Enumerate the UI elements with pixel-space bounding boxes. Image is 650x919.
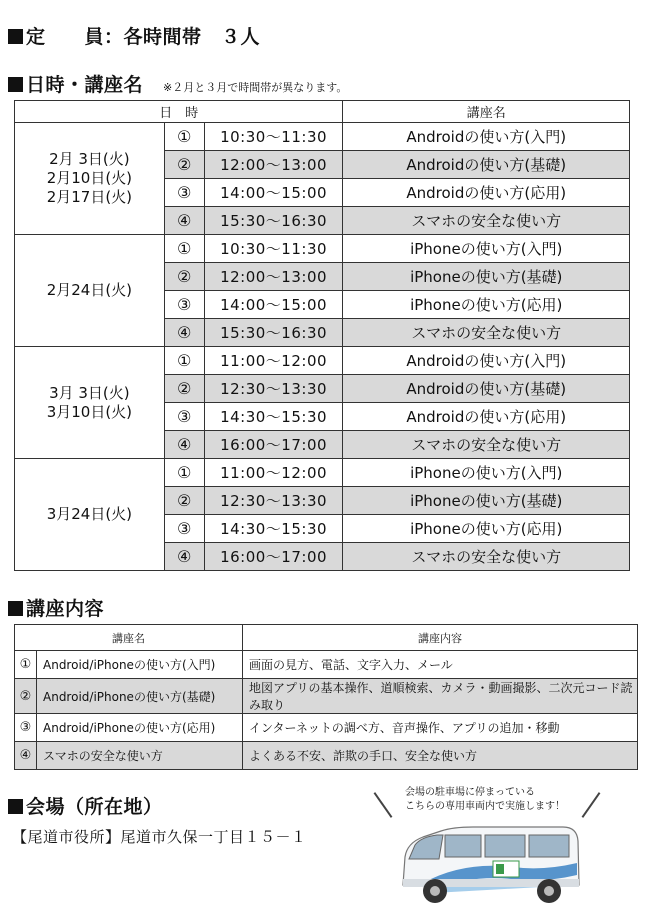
- schedule-table: [14, 100, 630, 571]
- square-bullet-icon: [8, 601, 23, 616]
- course-name: スマホの安全な使い方: [343, 543, 630, 571]
- course-name: Androidの使い方(応用): [343, 403, 630, 431]
- session-date: 3月10日(火): [46, 402, 133, 421]
- time-slot: 16:00～17:00: [204, 543, 343, 571]
- course-name: Androidの使い方(基礎): [343, 151, 630, 179]
- time-slot: 16:00～17:00: [204, 431, 343, 459]
- slot-number: ④: [164, 431, 204, 459]
- slot-number: ②: [164, 375, 204, 403]
- session-dates: [15, 235, 165, 347]
- course-name: iPhoneの使い方(基礎): [343, 487, 630, 515]
- schedule-heading: [8, 70, 347, 97]
- time-slot: 10:30～11:30: [204, 123, 343, 151]
- speech-line-right: [582, 792, 601, 818]
- header-datetime: 日 時: [15, 101, 343, 123]
- venue-title: 会場（所在地）: [26, 796, 163, 818]
- course-number: ①: [15, 651, 37, 679]
- session-date: 2月 3日(火): [49, 150, 130, 168]
- course-detail: よくある不安、詐欺の手口、安全な使い方: [243, 742, 638, 770]
- course-detail: 地図アプリの基本操作、道順検索、カメラ・動画撮影、二次元コード読み取り: [243, 679, 638, 714]
- course-name: Androidの使い方(応用): [343, 179, 630, 207]
- session-dates: [15, 123, 165, 235]
- course-detail: 画面の見方、電話、文字入力、メール: [243, 651, 638, 679]
- capacity-heading: [8, 22, 260, 49]
- slot-number: ③: [164, 291, 204, 319]
- vehicle-caption-line2: こちらの専用車両内で実施します！: [405, 801, 565, 812]
- course-name: スマホの安全な使い方: [343, 207, 630, 235]
- slot-number: ④: [164, 319, 204, 347]
- time-slot: 12:00～13:00: [204, 263, 343, 291]
- slot-number: ②: [164, 263, 204, 291]
- capacity-label: 定 員：各時間帯 ３人: [26, 26, 261, 48]
- course-name: iPhoneの使い方(応用): [343, 291, 630, 319]
- slot-number: ①: [164, 347, 204, 375]
- content-row: [15, 651, 638, 679]
- speech-line-left: [374, 792, 393, 818]
- session-date: 2月24日(火): [46, 281, 133, 299]
- content-title: 講座内容: [26, 598, 105, 620]
- course-name: iPhoneの使い方(入門): [343, 459, 630, 487]
- time-slot: 12:00～13:00: [204, 151, 343, 179]
- course-name: Androidの使い方(入門): [343, 347, 630, 375]
- session-date: 2月17日(火): [46, 188, 133, 206]
- slot-number: ①: [164, 459, 204, 487]
- course-title: Android/iPhoneの使い方(入門): [37, 651, 243, 679]
- schedule-header-row: [15, 101, 630, 123]
- course-number: ④: [15, 742, 37, 770]
- course-name: スマホの安全な使い方: [343, 431, 630, 459]
- session-dates: [15, 347, 165, 459]
- session-date: 2月10日(火): [46, 169, 133, 187]
- time-slot: 15:30～16:30: [204, 319, 343, 347]
- slot-number: ③: [164, 179, 204, 207]
- square-bullet-icon: [8, 77, 23, 92]
- content-row: [15, 714, 638, 742]
- slot-number: ②: [164, 487, 204, 515]
- schedule-row: [15, 123, 630, 151]
- slot-number: ③: [164, 515, 204, 543]
- course-title: Android/iPhoneの使い方(応用): [37, 714, 243, 742]
- course-number: ②: [15, 679, 37, 714]
- course-name: iPhoneの使い方(応用): [343, 515, 630, 543]
- slot-number: ②: [164, 151, 204, 179]
- course-detail: インターネットの調べ方、音声操作、アプリの追加・移動: [243, 714, 638, 742]
- session-dates: [15, 459, 165, 571]
- content-table: [14, 624, 638, 770]
- schedule-row: [15, 235, 630, 263]
- schedule-row: [15, 459, 630, 487]
- course-title: スマホの安全な使い方: [37, 742, 243, 770]
- time-slot: 14:00～15:00: [204, 291, 343, 319]
- mobile-classroom-van-icon: [393, 823, 583, 907]
- header-course: 講座名: [343, 101, 630, 123]
- vehicle-caption: [405, 786, 565, 814]
- slot-number: ③: [164, 403, 204, 431]
- schedule-row: [15, 347, 630, 375]
- course-name: iPhoneの使い方(入門): [343, 235, 630, 263]
- time-slot: 14:30～15:30: [204, 515, 343, 543]
- venue-address: 【尾道市役所】尾道市久保一丁目１５－１: [12, 828, 307, 846]
- slot-number: ④: [164, 543, 204, 571]
- course-name: iPhoneの使い方(基礎): [343, 263, 630, 291]
- time-slot: 11:00～12:00: [204, 459, 343, 487]
- content-heading: [8, 594, 104, 621]
- content-header-row: [15, 625, 638, 651]
- time-slot: 11:00～12:00: [204, 347, 343, 375]
- slot-number: ①: [164, 123, 204, 151]
- square-bullet-icon: [8, 799, 23, 814]
- schedule-note: ※２月と３月で時間帯が異なります。: [163, 81, 348, 94]
- time-slot: 14:00～15:00: [204, 179, 343, 207]
- session-date: 3月 3日(火): [49, 383, 130, 402]
- schedule-title: 日時・講座名: [26, 74, 144, 96]
- course-title: Android/iPhoneの使い方(基礎): [37, 679, 243, 714]
- course-name: スマホの安全な使い方: [343, 319, 630, 347]
- slot-number: ④: [164, 207, 204, 235]
- course-name: Androidの使い方(入門): [343, 123, 630, 151]
- course-name: Androidの使い方(基礎): [343, 375, 630, 403]
- header-name: 講座名: [15, 625, 243, 651]
- vehicle-caption-line1: 会場の駐車場に停まっている: [405, 787, 535, 798]
- header-content: 講座内容: [243, 625, 638, 651]
- time-slot: 10:30～11:30: [204, 235, 343, 263]
- time-slot: 14:30～15:30: [204, 403, 343, 431]
- time-slot: 12:30～13:30: [204, 487, 343, 515]
- content-row: [15, 679, 638, 714]
- session-date: 3月24日(火): [46, 505, 133, 523]
- time-slot: 12:30～13:30: [204, 375, 343, 403]
- slot-number: ①: [164, 235, 204, 263]
- square-bullet-icon: [8, 29, 23, 44]
- venue-heading: [8, 792, 163, 819]
- course-number: ③: [15, 714, 37, 742]
- time-slot: 15:30～16:30: [204, 207, 343, 235]
- content-row: [15, 742, 638, 770]
